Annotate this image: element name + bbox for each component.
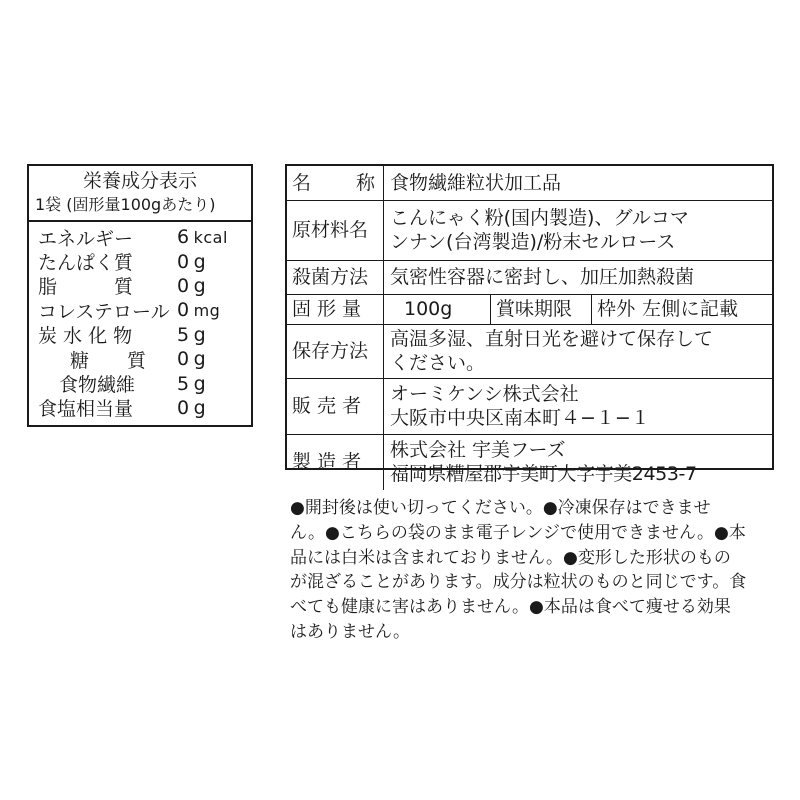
nutrition-row-fiber	[38, 371, 251, 395]
nutrition-label: 脂 質	[38, 276, 134, 299]
nutrition-label: 糖 質	[70, 349, 147, 372]
nutrition-unit: mg	[193, 300, 221, 320]
info-row-seller	[287, 378, 772, 434]
info-label-sterilization: 殺菌方法	[287, 260, 384, 294]
note-line: はありません。	[290, 621, 411, 642]
nutrition-header	[29, 166, 251, 222]
nutrition-row-energy	[38, 225, 251, 249]
nutrition-value: 0	[177, 348, 190, 371]
info-weight-expiry	[384, 294, 773, 324]
product-info-panel	[285, 164, 774, 486]
note-line: が混ざることがあります。成分は粒状のものと同じです。食	[290, 572, 747, 593]
nutrition-label: 食塩相当量	[38, 398, 134, 421]
nutrition-label: コレステロール	[38, 300, 170, 323]
info-row-weight	[287, 294, 772, 324]
info-value-expiry: 枠外 左側に記載	[597, 298, 739, 320]
info-row-sterilization	[287, 260, 772, 294]
nutrition-unit: g	[193, 372, 207, 395]
nutrition-row-cholesterol	[38, 298, 251, 322]
ingredients-line-2: ンナン(台湾製造)/粉末セルロース	[390, 231, 676, 253]
nutrition-value: 6	[177, 226, 190, 249]
info-value-weight: 100g	[384, 295, 491, 324]
nutrition-label: エネルギー	[38, 227, 134, 250]
info-label-name-part2: 称	[355, 171, 375, 194]
info-value-sterilization: 気密性容器に密封し、加圧加熱殺菌	[384, 260, 773, 294]
nutrition-unit: g	[193, 323, 207, 346]
note-line: 品には白米は含まれておりません。●変形した形状のもの	[290, 547, 731, 568]
note-line: ●開封後は使い切ってください。●冷凍保存はできませ	[290, 498, 711, 518]
info-value-name: 食物繊維粒状加工品	[384, 166, 773, 200]
info-value-ingredients	[384, 200, 773, 260]
nutrition-unit: g	[193, 348, 207, 371]
nutrition-label: 食物繊維	[59, 374, 136, 397]
info-label-expiry: 賞味期限	[491, 295, 592, 324]
nutrition-value: 0	[177, 299, 190, 322]
info-label-name-part1: 名	[292, 171, 312, 194]
nutrition-rows	[29, 222, 251, 420]
maker-line-1: 株式会社 宇美フーズ	[390, 439, 566, 462]
nutrition-row-carbohydrate	[38, 323, 251, 347]
nutrition-value: 5	[177, 323, 190, 346]
product-info-table	[287, 166, 772, 490]
info-value-seller	[384, 378, 773, 434]
info-row-name	[287, 166, 772, 200]
info-value-maker	[384, 434, 773, 490]
seller-line-1: オーミケンシ株式会社	[390, 383, 579, 405]
info-row-ingredients	[287, 200, 772, 260]
info-label-ingredients: 原材料名	[287, 200, 384, 260]
info-row-maker	[287, 434, 772, 490]
nutrition-row-sugar	[38, 347, 251, 371]
nutrition-unit: kcal	[193, 227, 228, 247]
nutrition-unit: g	[193, 274, 207, 297]
nutrition-value: 5	[177, 372, 190, 395]
ingredients-line-1: こんにゃく粉(国内製造)、グルコマ	[390, 207, 689, 229]
nutrition-value: 0	[177, 274, 190, 297]
nutrition-value: 0	[177, 250, 190, 273]
nutrition-row-salt	[38, 396, 251, 420]
storage-line-1: 高温多湿、直射日光を避けて保存して	[390, 328, 714, 350]
info-label-maker: 製 造 者	[287, 434, 384, 490]
caution-notes	[290, 496, 780, 645]
nutrition-label: 炭 水 化 物	[38, 325, 133, 348]
nutrition-row-protein	[38, 249, 251, 273]
nutrition-unit: g	[193, 396, 207, 419]
nutrition-row-fat	[38, 274, 251, 298]
nutrition-facts-panel	[27, 164, 253, 427]
info-label-name	[287, 166, 384, 200]
nutrition-value: 0	[177, 396, 190, 419]
info-value-storage	[384, 324, 773, 378]
seller-line-2: 大阪市中央区南本町４−１−１	[390, 407, 650, 429]
note-line: べても健康に害はありません。●本品は食べて痩せる効果	[290, 597, 731, 618]
storage-line-2: ください。	[390, 352, 486, 374]
info-row-storage	[287, 324, 772, 378]
maker-line-2: 福岡県糟屋郡宇美町大字宇美2453-7	[390, 463, 697, 486]
nutrition-unit: g	[193, 250, 207, 273]
note-line: ん。●こちらの袋のまま電子レンジで使用できません。●本	[290, 522, 746, 543]
nutrition-serving: 1袋 (固形量100gあたり)	[35, 195, 216, 214]
nutrition-label: たんぱく質	[38, 252, 134, 275]
nutrition-title: 栄養成分表示	[82, 170, 197, 192]
info-label-weight: 固 形 量	[287, 294, 384, 324]
info-label-seller: 販 売 者	[287, 378, 384, 434]
info-label-storage: 保存方法	[287, 324, 384, 378]
